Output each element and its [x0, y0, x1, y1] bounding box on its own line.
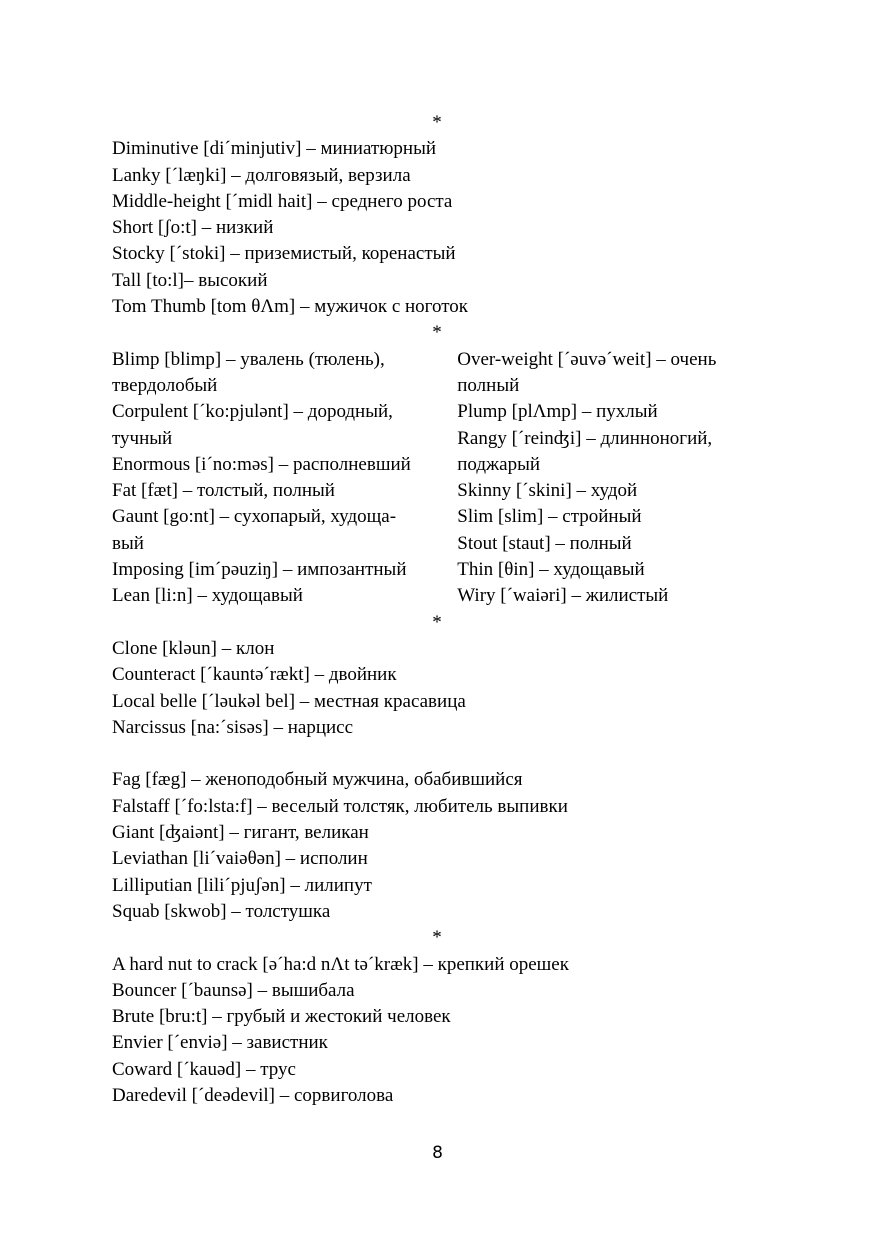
list-item: Lean [li:n] – худощавый	[112, 585, 303, 607]
list-item: Squab [skwob] – толстушка	[112, 900, 331, 922]
list-item: Enormous [i´no:məs] – располневший	[112, 453, 411, 475]
list-item: Blimp [blimp] – увалень (тюлень),	[112, 348, 385, 370]
list-item: Lilliputian [lili´pjuʃən] – лилипут	[112, 874, 372, 896]
character-terms-list	[112, 952, 772, 1110]
list-item: Short [ʃo:t] – низкий	[112, 217, 274, 239]
list-item: Slim [slim] – стройный	[457, 506, 642, 528]
list-item: Gaunt [go:nt] – сухопарый, худоща-	[112, 506, 397, 528]
list-item: поджарый	[457, 453, 541, 475]
right-column	[457, 347, 772, 610]
list-item: A hard nut to crack [ə´ha:d nΛt tə´kræk] – крепкий орешек	[112, 953, 569, 975]
list-item: Imposing [im´pəuziŋ] – импозантный	[112, 559, 407, 581]
list-item: Wiry [´waiəri] – жилистый	[457, 585, 669, 607]
list-item: твердолобый	[112, 374, 218, 396]
list-item: Daredevil [´deədevil] – сорвиголова	[112, 1084, 394, 1106]
list-item: Plump [plΛmp] – пухлый	[457, 401, 658, 423]
page-number: 8	[432, 1143, 443, 1163]
list-item: Diminutive [di´minjutiv] – миниатюрный	[112, 138, 437, 160]
list-item: Middle-height [´midl hait] – среднего роста	[112, 190, 453, 212]
list-item: Thin [θin] – худощавый	[457, 559, 645, 581]
list-item: Tall [to:l]– высокий	[112, 269, 268, 291]
list-item: Rangy [´reinʤi] – длинноногий,	[457, 427, 713, 449]
blank-line	[112, 741, 772, 767]
list-item: Over-weight [´əuvə´weit] – очень	[457, 348, 717, 370]
list-item: полный	[457, 374, 520, 396]
section-separator: *	[432, 611, 442, 633]
list-item: тучный	[112, 427, 173, 449]
height-terms-list	[112, 136, 772, 320]
list-item: Fat [fæt] – толстый, полный	[112, 480, 335, 502]
list-item: Stout [staut] – полный	[457, 532, 632, 554]
list-item: Counteract [´kauntə´rækt] – двойник	[112, 664, 397, 686]
section-separator: *	[432, 322, 442, 344]
list-item: Leviathan [li´vaiəθən] – исполин	[112, 848, 368, 870]
build-terms-columns	[112, 347, 772, 610]
list-item: Bouncer [´baunsə] – вышибала	[112, 979, 355, 1001]
list-item: Fag [fæg] – женоподобный мужчина, обабившийся	[112, 769, 523, 791]
list-item: Falstaff [´fo:lsta:f] – веселый толстяк, любитель выпивки	[112, 795, 568, 817]
list-item: Skinny [´skini] – худой	[457, 480, 638, 502]
list-item: вый	[112, 532, 144, 554]
list-item: Narcissus [na:´sisəs] – нарцисс	[112, 716, 354, 738]
section-separator: *	[432, 112, 442, 133]
list-item: Clone [kləun] – клон	[112, 637, 275, 659]
list-item: Lanky [´læŋki] – долговязый, верзила	[112, 164, 411, 186]
document-page	[112, 110, 772, 1109]
type-terms-list	[112, 636, 772, 925]
list-item: Local belle [´ləukəl bel] – местная красавица	[112, 690, 466, 712]
left-column	[112, 347, 457, 610]
list-item: Brute [bru:t] – грубый и жестокий человек	[112, 1006, 451, 1028]
list-item: Envier [´enviə] – завистник	[112, 1032, 328, 1054]
list-item: Giant [ʤaiənt] – гигант, великан	[112, 822, 369, 844]
list-item: Stocky [´stoki] – приземистый, коренастый	[112, 243, 456, 265]
list-item: Coward [´kauəd] – трус	[112, 1058, 296, 1080]
section-separator: *	[432, 927, 442, 949]
list-item: Tom Thumb [tom θΛm] – мужичок с ноготок	[112, 296, 469, 318]
list-item: Corpulent [´ko:pjulənt] – дородный,	[112, 401, 393, 423]
